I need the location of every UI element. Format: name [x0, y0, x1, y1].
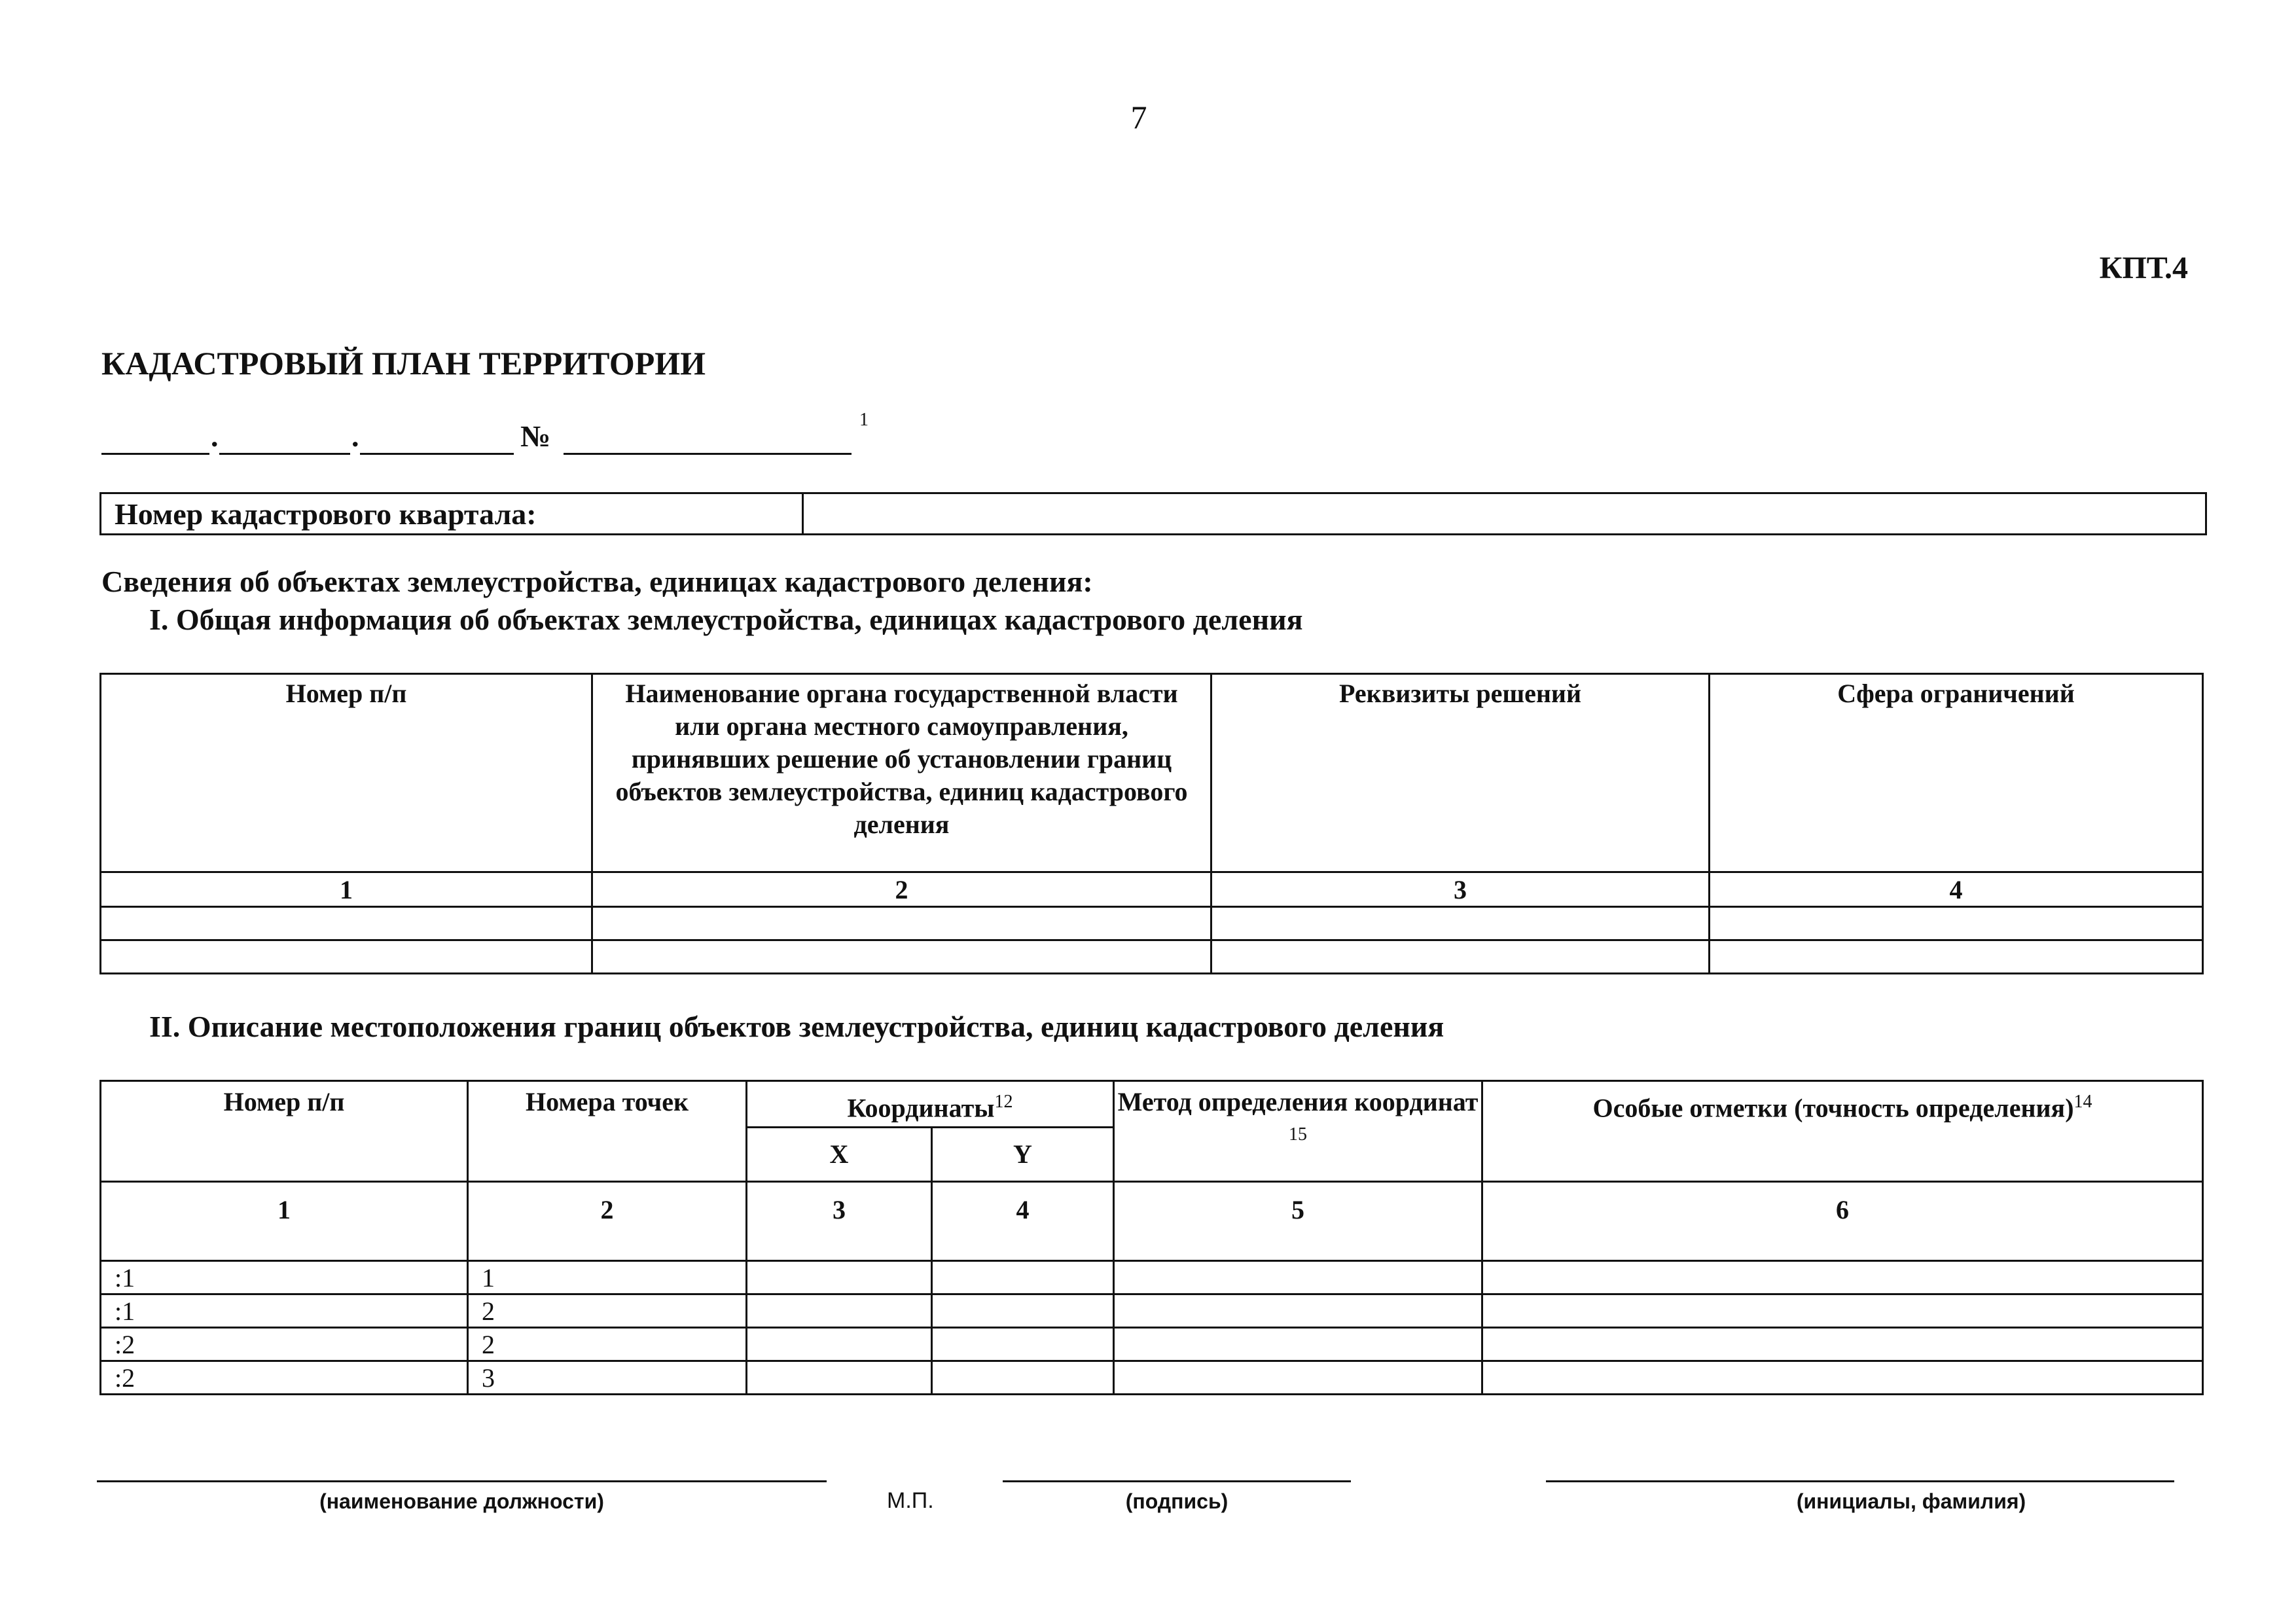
table-cell[interactable]	[1211, 907, 1710, 940]
table-cell[interactable]	[1114, 1361, 1482, 1395]
table-row	[101, 1261, 2203, 1294]
method-label: Метод определения координат	[1117, 1087, 1479, 1116]
column-header: Номер п/п	[101, 1081, 468, 1182]
table-row	[101, 1328, 2203, 1361]
table-cell[interactable]	[592, 940, 1211, 974]
signature-caption: (подпись)	[1125, 1489, 1229, 1513]
column-header: Наименование органа государственной власти или органа местного самоуправления, принявших решение об установлении границ объектов землеустройства, единиц кадастрового деления	[592, 674, 1211, 872]
signature-line[interactable]	[1003, 1480, 1351, 1482]
column-number: 6	[1482, 1182, 2203, 1261]
plan-number-line	[101, 410, 887, 455]
position-caption: (наименование должности)	[319, 1489, 604, 1513]
column-number: 2	[468, 1182, 747, 1261]
name-caption: (инициалы, фамилия)	[1796, 1489, 2026, 1513]
footnote-mark: 1	[859, 410, 869, 430]
point-number[interactable]: 2	[468, 1328, 747, 1361]
column-number: 1	[101, 1182, 468, 1261]
boundary-description-table	[99, 1080, 2204, 1395]
footnote-mark: 12	[994, 1092, 1013, 1112]
table-cell[interactable]	[747, 1294, 932, 1328]
quarter-number-field[interactable]	[803, 493, 2206, 535]
year-blank[interactable]	[360, 453, 514, 455]
form-code: КПТ.4	[2099, 251, 2188, 285]
document-title: КАДАСТРОВЫЙ ПЛАН ТЕРРИТОРИИ	[101, 345, 706, 382]
footnote-mark: 15	[1289, 1124, 1307, 1145]
quarter-number-label: Номер кадастрового квартала:	[101, 493, 803, 535]
table-cell[interactable]	[1710, 940, 2203, 974]
table-row	[101, 1361, 2203, 1395]
table-cell[interactable]	[1482, 1361, 2203, 1395]
table-cell[interactable]	[1114, 1261, 1482, 1294]
page-number: 7	[1130, 99, 1147, 135]
table-cell[interactable]	[932, 1361, 1114, 1395]
position-signature-line[interactable]	[97, 1480, 827, 1482]
column-header	[1114, 1081, 1482, 1182]
coordinates-header	[747, 1081, 1114, 1128]
stamp-place: М.П.	[887, 1488, 934, 1513]
table-cell[interactable]	[1114, 1294, 1482, 1328]
quarter-number-table	[99, 492, 2207, 535]
row-number[interactable]: :2	[101, 1361, 468, 1395]
point-number[interactable]: 3	[468, 1361, 747, 1395]
column-header	[1482, 1081, 2203, 1182]
column-number: 4	[932, 1182, 1114, 1261]
section-intro: Сведения об объектах землеустройства, единицах кадастрового деления:	[101, 565, 1093, 598]
table-cell[interactable]	[747, 1328, 932, 1361]
coordinates-label: Координаты	[847, 1093, 995, 1123]
column-number: 2	[592, 872, 1211, 907]
table-cell[interactable]	[1482, 1261, 2203, 1294]
table-cell[interactable]	[932, 1328, 1114, 1361]
table-row	[101, 1294, 2203, 1328]
table-cell[interactable]	[1482, 1328, 2203, 1361]
y-header: Y	[932, 1128, 1114, 1182]
row-number[interactable]: :1	[101, 1261, 468, 1294]
point-number[interactable]: 2	[468, 1294, 747, 1328]
date-separator: .	[351, 419, 359, 453]
table-cell[interactable]	[1211, 940, 1710, 974]
point-number[interactable]: 1	[468, 1261, 747, 1294]
table-cell[interactable]	[1710, 907, 2203, 940]
footnote-mark: 14	[2073, 1092, 2092, 1112]
column-number: 5	[1114, 1182, 1482, 1261]
month-blank[interactable]	[219, 453, 350, 455]
column-header: Номер п/п	[101, 674, 592, 872]
column-number: 4	[1710, 872, 2203, 907]
table-cell[interactable]	[932, 1294, 1114, 1328]
row-number[interactable]: :2	[101, 1328, 468, 1361]
number-sign: №	[520, 419, 551, 453]
table-cell[interactable]	[1114, 1328, 1482, 1361]
table-cell[interactable]	[747, 1261, 932, 1294]
general-info-table	[99, 673, 2204, 974]
day-blank[interactable]	[101, 453, 209, 455]
section-1-heading: I. Общая информация об объектах землеустройства, единицах кадастрового деления	[149, 603, 1303, 636]
x-header: X	[747, 1128, 932, 1182]
column-header: Реквизиты решений	[1211, 674, 1710, 872]
table-cell[interactable]	[1482, 1294, 2203, 1328]
column-number: 1	[101, 872, 592, 907]
table-cell[interactable]	[101, 940, 592, 974]
column-header: Номера точек	[468, 1081, 747, 1182]
column-number: 3	[747, 1182, 932, 1261]
table-cell[interactable]	[101, 907, 592, 940]
notes-label: Особые отметки (точность определения)	[1592, 1093, 2074, 1123]
table-cell[interactable]	[592, 907, 1211, 940]
name-signature-line[interactable]	[1546, 1480, 2174, 1482]
column-header: Сфера ограничений	[1710, 674, 2203, 872]
column-number: 3	[1211, 872, 1710, 907]
table-cell[interactable]	[932, 1261, 1114, 1294]
date-separator: .	[211, 419, 219, 453]
section-2-heading: II. Описание местоположения границ объектов землеустройства, единиц кадастрового деления	[149, 1010, 1444, 1043]
row-number[interactable]: :1	[101, 1294, 468, 1328]
plan-number-blank[interactable]	[564, 453, 852, 455]
table-cell[interactable]	[747, 1361, 932, 1395]
